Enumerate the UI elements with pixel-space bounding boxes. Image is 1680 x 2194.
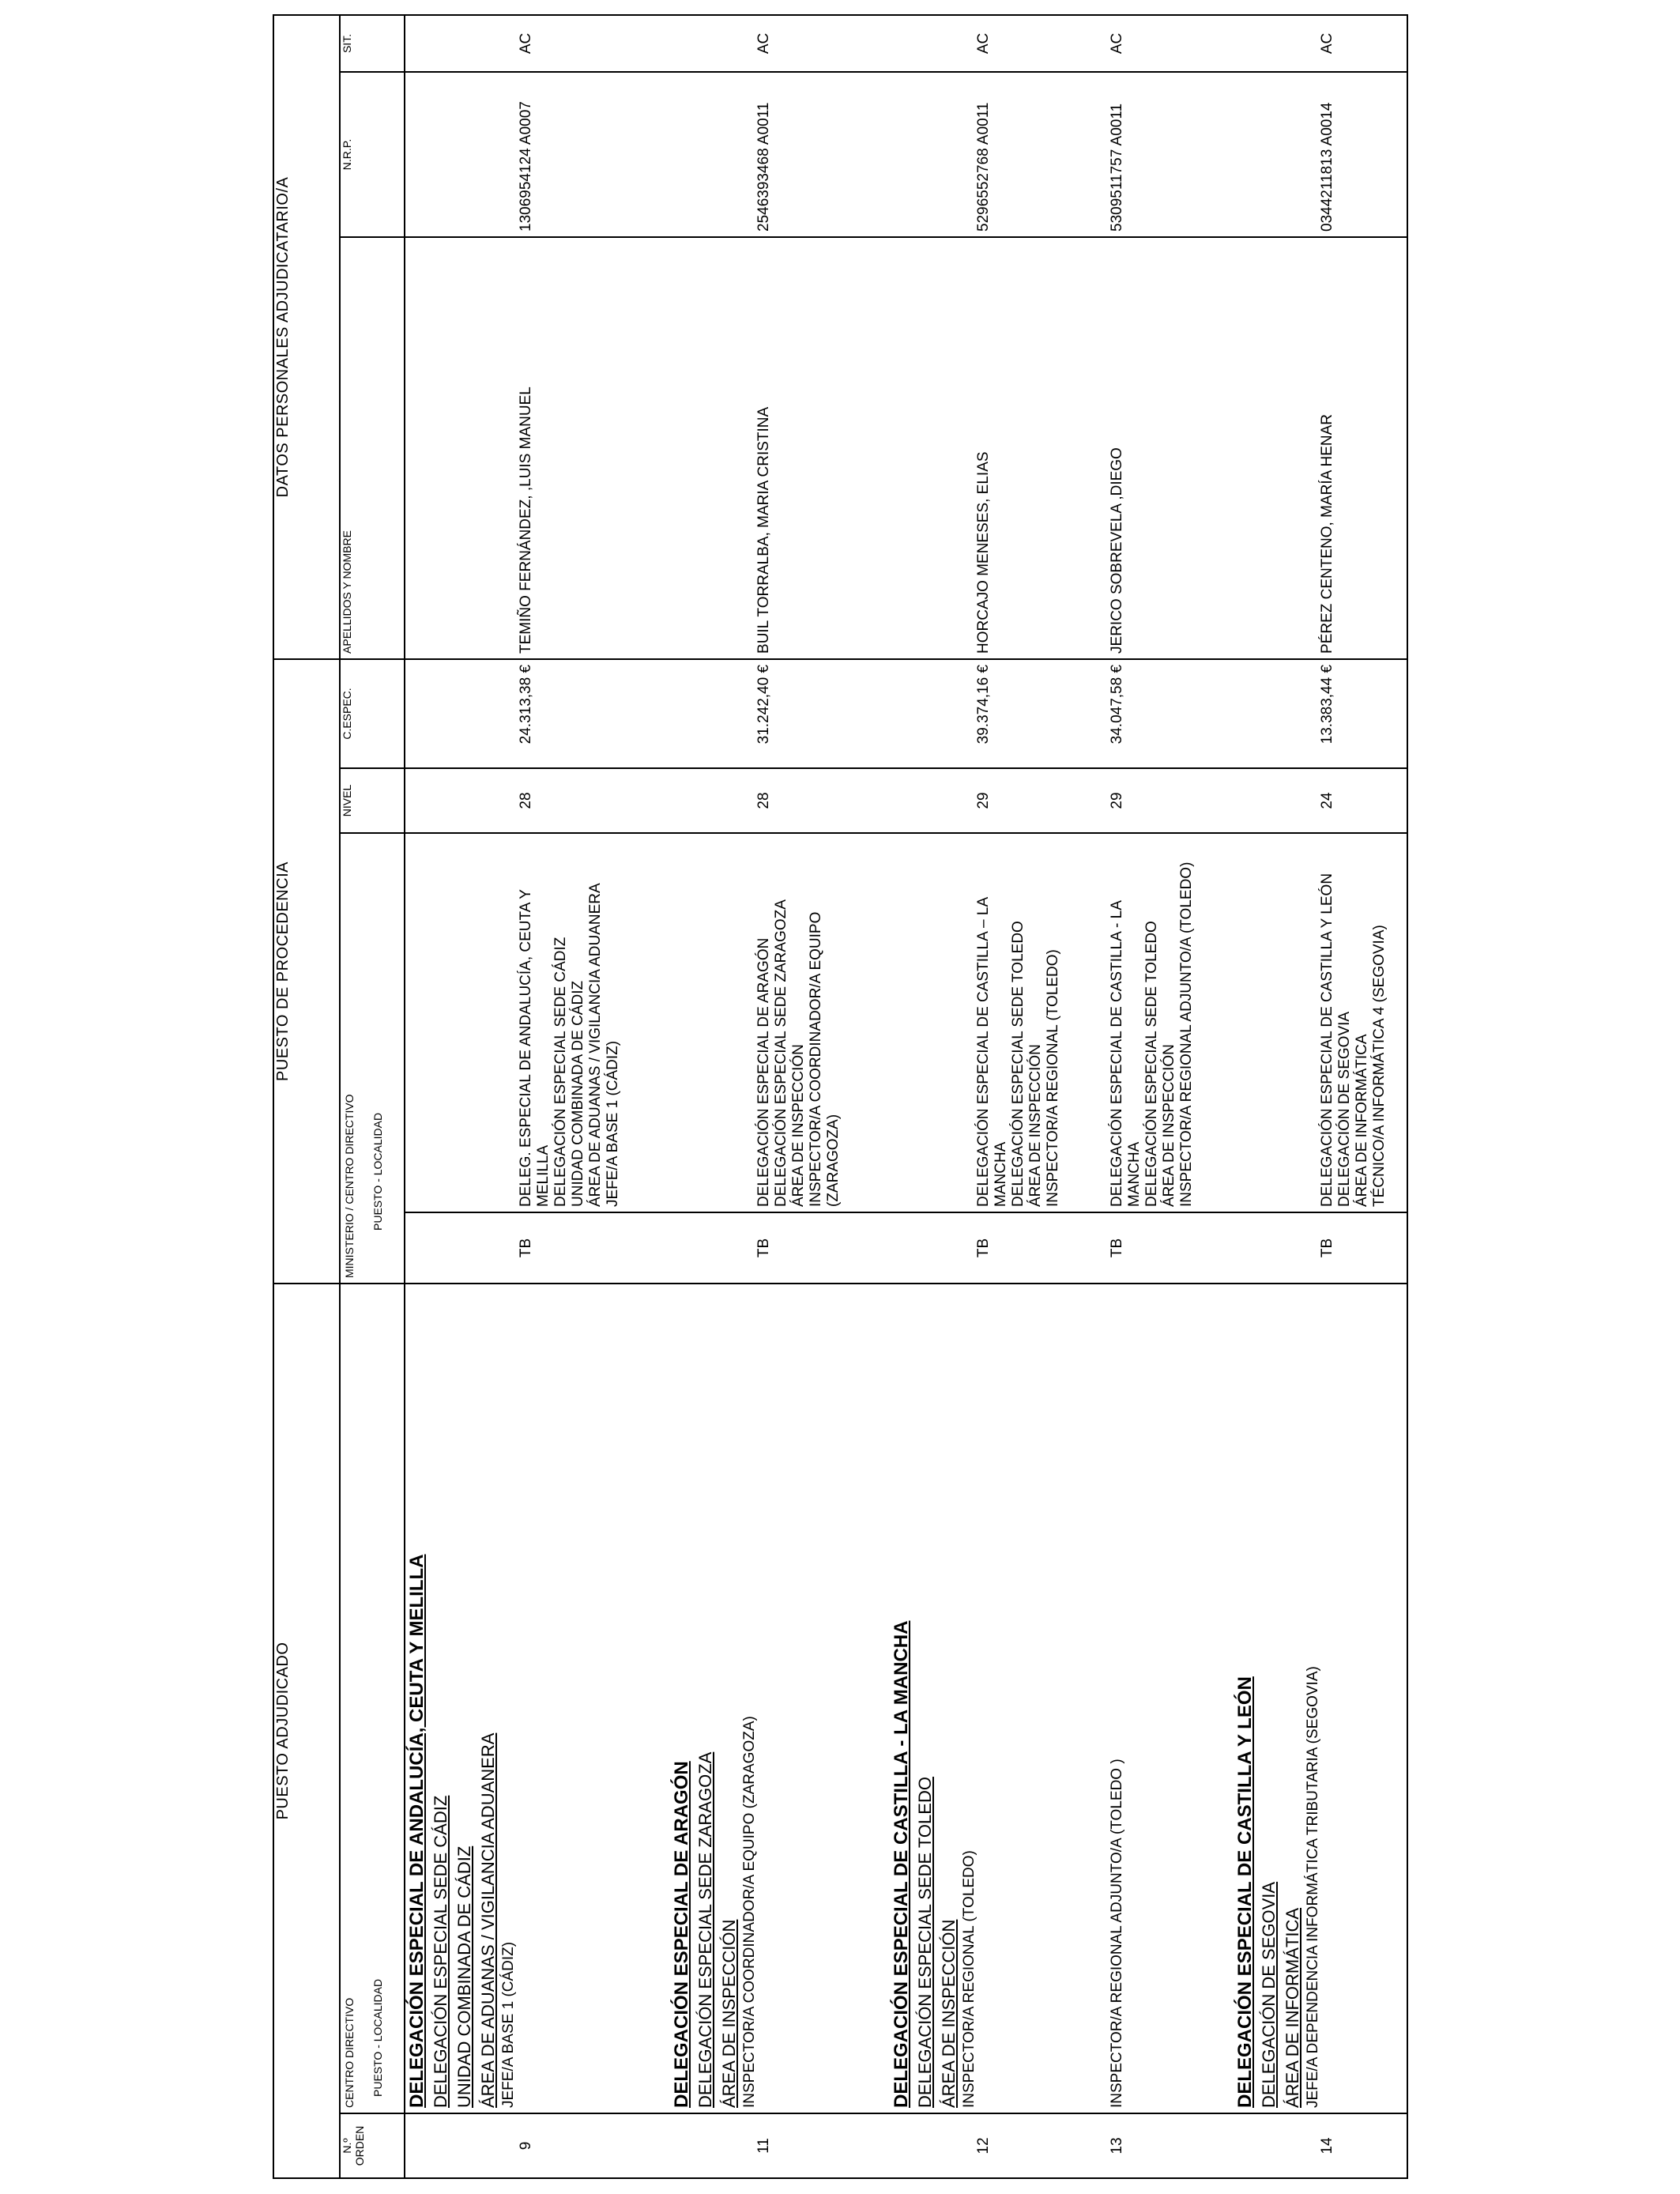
table-row	[643, 15, 862, 2178]
group-heading: DELEGACIÓN ESPECIAL DE CASTILLA - LA MANCHA	[890, 1620, 912, 2108]
group-subheading: ÁREA DE INSPECCIÓN	[938, 1919, 959, 2108]
ministerio-cell: TB	[405, 1212, 643, 1284]
ministerio-cell: TB	[863, 1212, 1082, 1284]
procedencia-line: JEFE/A BASE 1 (CÁDIZ)	[605, 1040, 621, 1207]
nivel-cell: 24	[1207, 768, 1407, 833]
col-ministerio-centro: MINISTERIO / CENTRO DIRECTIVO	[343, 1094, 356, 1278]
table-row	[405, 15, 643, 2178]
sit-cell: AC	[1207, 15, 1407, 72]
orden-cell: 9	[405, 2113, 643, 2178]
nrp-cell: 5309511757 A0011	[1082, 72, 1207, 237]
procedencia-cell	[1082, 833, 1207, 1212]
nivel-cell: 29	[1082, 768, 1207, 833]
procedencia-line: DELEGACIÓN ESPECIAL DE ARAGÓN	[755, 937, 773, 1207]
col-ministerio-puesto	[340, 833, 405, 1284]
group-subheading: ÁREA DE ADUANAS / VIGILANCIA ADUANERA	[478, 1732, 498, 2108]
col-sit: SIT.	[340, 15, 405, 72]
procedencia-line: DELEGACIÓN ESPECIAL SEDE TOLEDO	[1009, 921, 1026, 1207]
group-subheading: DELEGACIÓN ESPECIAL SEDE ZARAGOZA	[695, 1751, 716, 2108]
sit-cell: AC	[643, 15, 862, 72]
group-subheading: UNIDAD COMBINADA DE CÁDIZ	[454, 1845, 474, 2108]
orden-cell: 12	[863, 2113, 1082, 2178]
nrp-cell: 5296552768 A0011	[863, 72, 1082, 237]
puesto-name: JEFE/A BASE 1 (CÁDIZ)	[500, 1941, 517, 2108]
puesto-name: JEFE/A DEPENDENCIA INFORMÁTICA TRIBUTARIA (SEGOVIA)	[1304, 1666, 1321, 2108]
ministerio-cell: TB	[1082, 1212, 1207, 1284]
adjudication-table	[273, 14, 1408, 2179]
procedencia-line: (ZARAGOZA)	[825, 1114, 842, 1207]
col-nivel: NIVEL	[340, 768, 405, 833]
c-espec-cell: 24.313,38 €	[405, 659, 643, 768]
puesto-name: INSPECTOR/A COORDINADOR/A EQUIPO (ZARAGOZA)	[741, 1716, 759, 2108]
puesto-name: INSPECTOR/A REGIONAL (TOLEDO)	[960, 1850, 977, 2108]
col-c-espec: C.ESPEC.	[340, 659, 405, 768]
nrp-cell: 0344211813 A0014	[1207, 72, 1407, 237]
procedencia-line: ÁREA DE INSPECCIÓN	[1160, 1044, 1177, 1207]
col-centro-puesto	[340, 1284, 405, 2113]
procedencia-cell	[643, 833, 862, 1212]
sit-cell: AC	[1082, 15, 1207, 72]
puesto-cell	[1207, 1284, 1407, 2113]
group-subheading: DELEGACIÓN DE SEGOVIA	[1258, 1881, 1279, 2108]
nombre-cell: PÉREZ CENTENO, MARÍA HENAR	[1207, 237, 1407, 659]
procedencia-line: DELEGACIÓN ESPECIAL DE CASTILLA - LA MANCHA	[1108, 901, 1143, 1207]
col-puesto-localidad: PUESTO - LOCALIDAD	[371, 1978, 384, 2097]
puesto-cell	[643, 1284, 862, 2113]
procedencia-line: UNIDAD COMBINADA DE CÁDIZ	[570, 980, 586, 1207]
nombre-cell: HORCAJO MENESES, ELIAS	[863, 237, 1082, 659]
ministerio-cell: TB	[643, 1212, 862, 1284]
procedencia-cell	[405, 833, 643, 1212]
group-subheading: DELEGACIÓN ESPECIAL SEDE CÁDIZ	[431, 1795, 450, 2108]
procedencia-line: DELEGACIÓN DE SEGOVIA	[1335, 1011, 1353, 1207]
col-orden: N.º ORDEN	[340, 2113, 405, 2178]
c-espec-cell: 39.374,16 €	[863, 659, 1082, 768]
procedencia-line: ÁREA DE INSPECCIÓN	[790, 1044, 808, 1207]
table-row	[863, 15, 1082, 2178]
col-apellidos-nombre: APELLIDOS Y NOMBRE	[340, 237, 405, 659]
c-espec-cell: 13.383,44 €	[1207, 659, 1407, 768]
group-subheading: DELEGACIÓN ESPECIAL SEDE TOLEDO	[914, 1777, 935, 2108]
procedencia-line: ÁREA DE INFORMÁTICA	[1353, 1034, 1370, 1207]
group-heading: DELEGACIÓN ESPECIAL DE CASTILLA Y LEÓN	[1234, 1676, 1256, 2108]
c-espec-cell: 31.242,40 €	[643, 659, 862, 768]
rotated-table-sheet	[273, 16, 1408, 2179]
procedencia-line: DELEGACIÓN ESPECIAL SEDE CÁDIZ	[552, 937, 569, 1207]
nivel-cell: 28	[643, 768, 862, 833]
puesto-cell	[863, 1284, 1082, 2113]
c-espec-cell: 34.047,58 €	[1082, 659, 1207, 768]
nrp-cell: 1306954124 A0007	[405, 72, 643, 237]
procedencia-line: INSPECTOR/A REGIONAL ADJUNTO/A (TOLEDO)	[1177, 861, 1195, 1207]
group-subheading: ÁREA DE INFORMÁTICA	[1282, 1907, 1302, 2108]
nivel-cell: 28	[405, 768, 643, 833]
header-puesto-procedencia: PUESTO DE PROCEDENCIA	[273, 659, 340, 1284]
orden-cell: 14	[1207, 2113, 1407, 2178]
puesto-cell	[405, 1284, 643, 2113]
procedencia-line: TÉCNICO/A INFORMÁTICA 4 (SEGOVIA)	[1370, 925, 1388, 1207]
procedencia-line: INSPECTOR/A REGIONAL (TOLEDO)	[1044, 949, 1061, 1207]
orden-cell: 11	[643, 2113, 862, 2178]
table-row	[1207, 15, 1407, 2178]
procedencia-line: DELEGACIÓN ESPECIAL DE CASTILLA – LA MANCHA	[974, 897, 1009, 1207]
procedencia-line: ÁREA DE ADUANAS / VIGILANCIA ADUANERA	[587, 883, 604, 1207]
nivel-cell: 29	[863, 768, 1082, 833]
procedencia-cell	[863, 833, 1082, 1212]
nombre-cell: TEMIÑO FERNÁNDEZ, ,LUIS MANUEL	[405, 237, 643, 659]
nombre-cell: BUIL TORRALBA, MARIA CRISTINA	[643, 237, 862, 659]
ministerio-cell: TB	[1207, 1212, 1407, 1284]
nombre-cell: JERICO SOBREVELA ,DIEGO	[1082, 237, 1207, 659]
procedencia-line: DELEGACIÓN ESPECIAL DE CASTILLA Y LEÓN	[1318, 873, 1335, 1207]
table-row	[1082, 15, 1207, 2178]
col-nrp: N.R.P.	[340, 72, 405, 237]
sit-cell: AC	[863, 15, 1082, 72]
orden-cell: 13	[1082, 2113, 1207, 2178]
nrp-cell: 2546393468 A0011	[643, 72, 862, 237]
col-centro-directivo: CENTRO DIRECTIVO	[343, 1997, 356, 2108]
col-puesto-localidad-proc: PUESTO - LOCALIDAD	[371, 1112, 384, 1231]
header-datos-personales: DATOS PERSONALES ADJUDICATARIO/A	[273, 15, 340, 659]
group-heading: DELEGACIÓN ESPECIAL DE ARAGÓN	[671, 1761, 693, 2108]
puesto-name: INSPECTOR/A REGIONAL ADJUNTO/A (TOLEDO )	[1108, 1759, 1125, 2108]
procedencia-line: DELEGACIÓN ESPECIAL SEDE ZARAGOZA	[773, 899, 790, 1207]
procedencia-cell	[1207, 833, 1407, 1212]
procedencia-line: DELEG. ESPECIAL DE ANDALUCÍA, CEUTA Y MELILLA	[518, 889, 552, 1207]
procedencia-line: INSPECTOR/A COORDINADOR/A EQUIPO	[808, 911, 825, 1207]
procedencia-line: DELEGACIÓN ESPECIAL SEDE TOLEDO	[1143, 921, 1160, 1207]
group-heading: DELEGACIÓN ESPECIAL DE ANDALUCÍA, CEUTA Y MELILLA	[406, 1554, 428, 2108]
sit-cell: AC	[405, 15, 643, 72]
header-puesto-adjudicado: PUESTO ADJUDICADO	[273, 1284, 340, 2178]
procedencia-line: ÁREA DE INSPECCIÓN	[1026, 1044, 1044, 1207]
group-subheading: ÁREA DE INSPECCIÓN	[719, 1919, 740, 2108]
puesto-cell	[1082, 1284, 1207, 2113]
